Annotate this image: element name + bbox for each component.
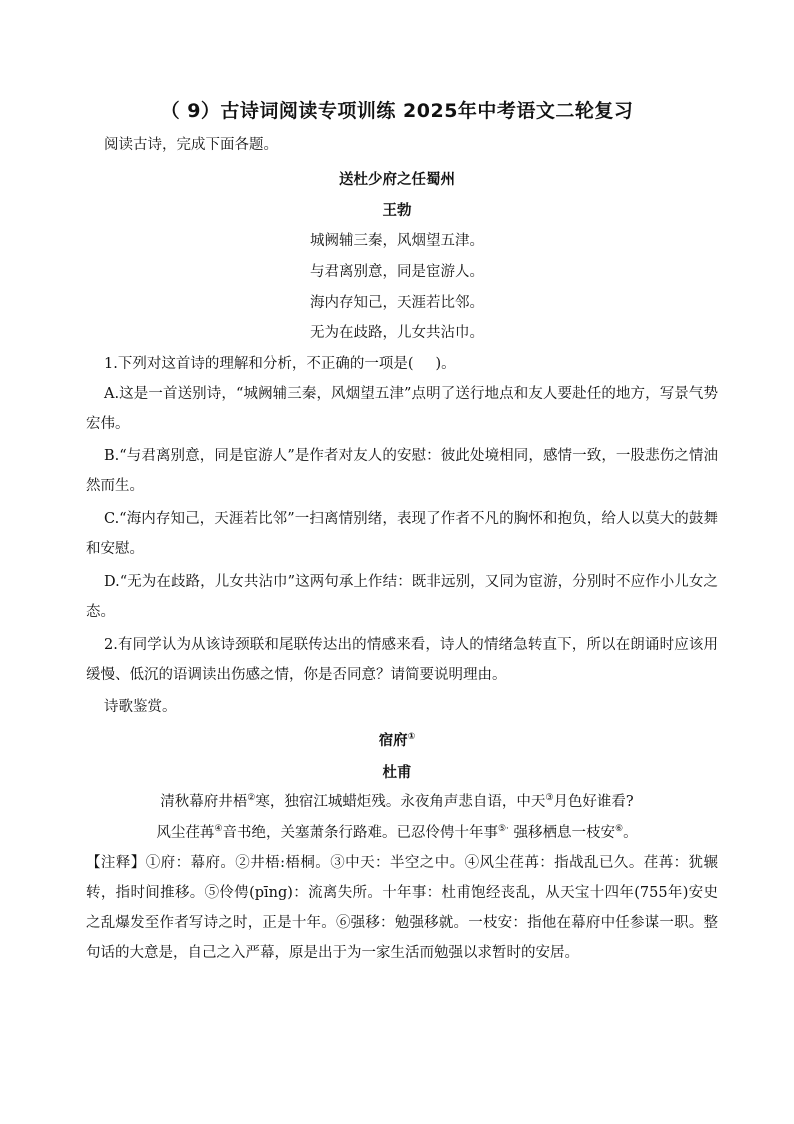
poem1-line: 海内存知己，天涯若比邻。 [310,295,484,311]
poem1-author: 王勃 [382,203,412,219]
poem2-text-segment: 风尘荏苒 [156,825,215,841]
poem2-text-segment: 月色好谁看? [553,794,634,810]
instruction-text: 阅读古诗，完成下面各题。 [104,137,278,153]
question1-option-d: D.“无为在歧路，儿女共沾巾”这两句承上作结：既非远别，又同为宦游，分别时不应作小儿女之态。 [86,574,718,620]
poem2-text-segment: 。 [623,825,638,841]
footnote-marker: ⑤· [497,824,509,835]
poem2-text-segment: 音书绝，关塞萧条行路难。已忍伶俜十年事 [222,825,498,841]
footnote-marker: ② [247,793,256,804]
question1-option-b: B.“与君离别意，同是宦游人”是作者对友人的安慰：彼此处境相同，感情一致，一股悲伤之情油然而生。 [86,448,718,494]
poem2-line-1 [0,792,794,812]
question2-text: 2.有同学认为从该诗颈联和尾联传达出的情感来看，诗人的情绪急转直下，所以在朗诵时应该用缓慢、低沉的语调读出伤感之情，你是否同意？请简要说明理由。 [86,637,718,683]
page-title: （ 9）古诗词阅读专项训练 2025年中考语文二轮复习 [160,100,634,122]
poem2-author: 杜甫 [382,765,412,781]
poem1-line: 与君离别意，同是宦游人。 [310,264,484,280]
poem2-line-2 [0,823,794,843]
question1-option-c: C.“海内存知己，天涯若比邻”一扫离情别绪，表现了作者不凡的胸怀和抱负，给人以莫大的鼓舞和安慰。 [86,511,718,557]
poem2-text-segment: 寒，独宿江城蜡炬残。永夜角声悲自语，中天 [255,794,546,810]
poem1-title: 送杜少府之任蜀州 [339,172,455,188]
footnote-marker: ⑥ [615,824,624,835]
section2-heading: 诗歌鉴赏。 [104,699,177,715]
notes-paragraph: 【注释】①府：幕府。②井梧:梧桐。③中天：半空之中。④风尘荏苒：指战乱已久。荏苒：犹辗转，指时间推移。⑤伶俜(pīng)：流离失所。十年事：杜甫饱经丧乱，从天宝十四年(755年)安史之乱爆发至作者写诗之时，正是十年。⑥强移：勉强移就。一枝安：指他在幕府中任参谋一职。整句话的大意是，自己之入严幕，原是出于为一家生活而勉强以求暂时的安居。 [86,855,718,961]
poem1-line: 城阙辅三秦，风烟望五津。 [310,233,484,249]
poem2-text-segment: 清秋幕府井梧 [160,794,248,810]
poem2-title: 宿府① [378,732,416,749]
question1-stem: 1.下列对这首诗的理解和分析，不正确的一项是( )。 [104,356,456,372]
poem2-text-segment: 强移栖息一枝安 [508,825,616,841]
question1-option-a: A.这是一首送别诗，“城阙辅三秦，风烟望五津”点明了送行地点和友人要赴任的地方，写景气势宏伟。 [86,386,718,432]
footnote-marker: ④ [214,824,223,835]
poem1-line: 无为在歧路，儿女共沾巾。 [310,325,484,341]
footnote-marker: ③ [545,793,554,804]
